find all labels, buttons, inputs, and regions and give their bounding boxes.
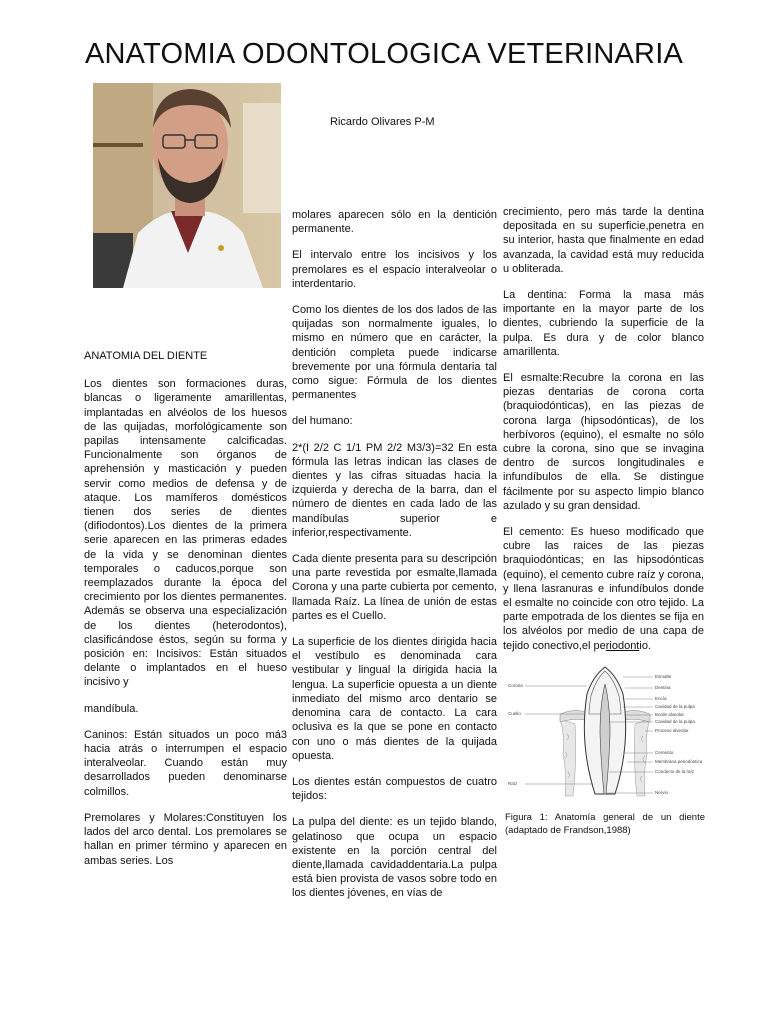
label-nervio: Nervio [655, 790, 669, 795]
paragraph: El esmalte:Recubre la corona en las piezas dentarias de corona corta (braquiodónticas), en las piezas de corona larga (hipsodónticas), de los herbívoros (equino), el esmalte no sólo cubre la corona, sino que se invagina dentro de surcos longitudinales e infundíbulos de ella. Se distingue fácilmente por su aspecto limpio blanco azulado y su gran densidad. [503, 372, 704, 512]
label-cemento: Cemento [655, 750, 674, 755]
label-encia: Encía [655, 696, 667, 701]
text-column-1 [84, 349, 287, 880]
gum-right-shape [625, 710, 650, 722]
document-title: ANATOMIA ODONTOLOGICA VETERINARIA [85, 38, 683, 70]
paragraph: El intervalo entre los incisivos y los premolares es el espacio interalveolar o interdentario. [292, 249, 497, 290]
paragraph [503, 525, 704, 653]
figure-caption: Figura 1: Anatomía general de un diente (adaptado de Frandson,1988) [505, 812, 705, 836]
author-name: Ricardo Olivares P-M [330, 116, 435, 128]
paragraph: 2*(I 2/2 C 1/1 PM 2/2 M3/3)=32 En esta fórmula las letras indican las clases de dientes y las cifras situadas hacia la izquierda y derecha de la barra, dan el número de dientes en cada lado de las mandíbulas superior e inferior,respectivamente. [292, 441, 497, 539]
paragraph: Los dientes son formaciones duras, blancas o ligeramente amarillentas, implantadas en alvéolos de los huesos de las quijadas, morfológicamente son papilas intensamente calcificadas. Funcionalmente son órganos de aprehensión y masticación y pueden servir como medios de defensa y de ataque. Los mamíferos domésticos tienen dos series de dientes (difiodontos).Los dientes de la primera serie aparecen en las primeras edades de la vida y se denominan dientes temporales o caducos,porque son reemplazados durante la época del crecimiento por los dientes permanentes. Además se observa una especialización de los dientes (heterodontos), clasificándose éstos, según su forma y posición en: Incisivos: Están situados delante o implantados en el hueso incisivo y [84, 378, 287, 689]
author-photo [93, 83, 281, 288]
paragraph: crecimiento, pero más tarde la dentina depositada en su superficie,penetra en su interior, hasta que finalmente en edad avanzada, la cavidad está muy reducida u obliterada. [503, 206, 704, 275]
section-heading: ANATOMIA DEL DIENTE [84, 350, 208, 362]
paragraph: La pulpa del diente: es un tejido blando, gelatinoso que ocupa un espacio existente en la porción central del diente,llamada cavidaddentaria.La pulpa está bien provista de vasos sobre todo en los dientes jóvenes, en vías de [292, 816, 497, 900]
author-portrait-image [93, 83, 281, 288]
label-dentina: Dentina [655, 685, 671, 690]
label-proceso-alveolar: Proceso alveolar [655, 728, 689, 733]
text-column-3 [503, 205, 704, 665]
paragraph: molares aparecen sólo en la dentición permanente. [292, 209, 497, 236]
label-cavidad-pulpa: Cavidad de la pulpa [655, 704, 695, 709]
paragraph: Cada diente presenta para su descripción una parte revestida por esmalte,llamada Corona y una parte cubierta por cemento, llamada Raíz. La línea de unión de estas partes es el Cuello. [292, 553, 497, 622]
paragraph-text: io. [639, 639, 651, 652]
paragraph: Premolares y Molares:Constituyen los lados del arco dental. Los premolares se hallan en primer término y aparecen en ambas series. Los [84, 811, 287, 867]
label-membrana-periodontica: Membrana periodóntica [655, 759, 703, 764]
label-raiz: Raíz [508, 781, 518, 786]
bone-right-shape [634, 719, 650, 796]
paragraph: Como los dientes de los dos lados de las quijadas son normalmente iguales, lo mismo en número que en carácter, la dentición completa puede indicarse brevemente por una fórmula dentaria tal como sigue: Fórmula de los dientes permanentes [292, 304, 497, 402]
tooth-anatomy-figure [505, 664, 705, 798]
label-corona: Corona [508, 683, 523, 688]
bone-left-shape [560, 719, 576, 796]
underlined-term: riodont [605, 639, 640, 652]
text-column-2 [292, 208, 497, 913]
tooth-diagram [505, 664, 705, 798]
label-conducto-raiz: Conducto de la raíz [655, 769, 695, 774]
gum-left-shape [560, 710, 585, 722]
paragraph-text: El cemento: Es hueso modificado que cubre las raices de las piezas braquiodónticas; en las hipsodónticas (equino), el cemento cubre raíz y corona, y llena lasranuras e infundíbulos donde el esmalte no coincide con otro tejido. La parte empotrada de los dientes se fija en los alvéolos por medio de una capa de tejido conectivo,el pe [503, 526, 704, 652]
label-borde-alveolar: Borde alveolar [655, 712, 685, 717]
label-cuello: Cuello [508, 711, 521, 716]
paragraph: del humano: [292, 415, 353, 428]
label-cavidad-pulpa-2: Cavidad de la pulpa [655, 719, 695, 724]
paragraph: Los dientes están compuestos de cuatro tejidos: [292, 775, 497, 803]
paragraph: mandíbula. [84, 702, 139, 715]
left-labels [508, 683, 523, 786]
paragraph: La superficie de los dientes dirigida hacia el vestíbulo es denominada cara vestibular y lingual la dirigida hacia la lengua. La superficie opuesta a un diente inmediato del mismo arco dentario se denomina cara de contacto. La cara oclusiva es la que se pone en contacto con uno o más dientes de la quijada opuesta. [292, 636, 497, 762]
paragraph: La dentina: Forma la masa más importante en la mayor parte de los dientes, cubriendo la superficie de la pulpa. Es dura y de color blanco amarillenta. [503, 289, 704, 358]
paragraph: Caninos: Están situados un poco má3 hacia atrás o interrumpen el espacio interalveolar. Cuando están muy desarrollados pueden denominarse colmillos. [84, 728, 287, 798]
label-esmalte: Esmalte [655, 674, 672, 679]
right-labels [655, 674, 703, 795]
